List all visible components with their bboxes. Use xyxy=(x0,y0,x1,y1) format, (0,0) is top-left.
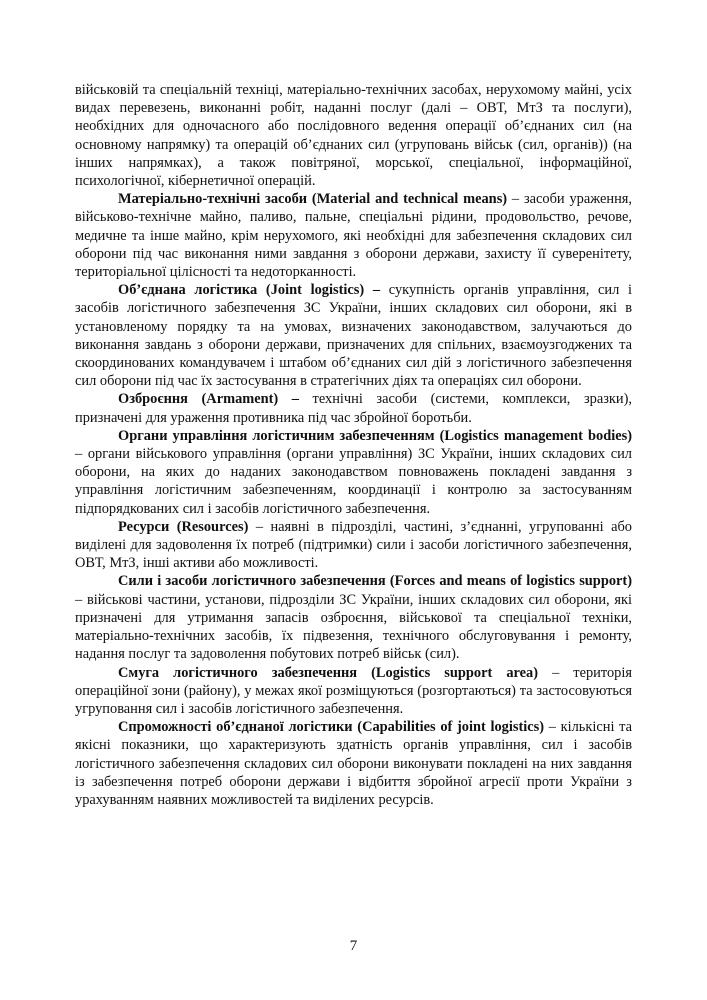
definition-logistics-support-area xyxy=(75,664,632,719)
definition-text: сукупність органів управління, сил і засобів логістичного забезпечення ЗС України, інших складових сил оборони, які в установленому порядку та на умовах, визначених законодавством, залучаються до виконання завдань з оборони держави, призначених для спільних, взаємоузгоджених та скоординованих командувачем і штабом об’єднаних сил дій з логістичного забезпечення сил оборони під час їх застосування в стратегічних діях та операціях сил оборони. xyxy=(75,282,632,390)
definition-text: технічні засоби (системи, комплекси, зразки), призначені для ураження противника під час збройної боротьби. xyxy=(75,391,632,426)
definition-term: Сили і засоби логістичного забезпечення (Forces and means of logistics support) xyxy=(118,573,632,590)
definition-material-technical-means xyxy=(75,190,632,281)
definition-text: – наявні в підрозділі, частині, з’єднанні, угрупованні або виділені для задоволення їх потреб (підтримки) сили і засоби логістичного забезпечення, ОВТ, МтЗ, інші активи або можливості. xyxy=(75,518,632,572)
definition-text: – військові частини, установи, підрозділи ЗС України, інших складових сил оборони, які призначені для утримання запасів озброєння, військової та спеціальної техніки, матеріально-технічних засобів, їх підвезення, технічного обслуговування і ремонту, надання послуг та задоволення побутових потреб військ (сил). xyxy=(75,591,632,663)
definition-joint-logistics xyxy=(75,281,632,390)
definition-text: – кількісні та якісні показники, що характеризують здатність органів управління, сил і засобів логістичного забезпечення складових сил оборони виконувати покладені на них завдання із забезпечення потреб оборони держави і відбиття збройної агресії проти України з урахуванням наявних можливостей та виділених ресурсів. xyxy=(75,719,632,808)
definition-term: Органи управління логістичним забезпеченням (Logistics management bodies) xyxy=(118,427,632,444)
definition-text: – засоби ураження, військово-технічне майно, паливо, пальне, спеціальні рідини, продовольство, речове, медичне та інше майно, крім нерухомого, які необхідні для забезпечення складових сил оборони під час виконання ними завдання з оборони держави, захисту її суверенітету, територіальної цілісності та недоторканності. xyxy=(75,191,633,281)
definition-term: Спроможності об’єднаної логістики (Capabilities of joint logistics) xyxy=(118,719,545,736)
paragraph-text: військовій та спеціальній техніці, матеріально-технічних засобах, нерухомому майні, усіх видах перевезень, виконанні робіт, наданні послуг (далі – ОВТ, МтЗ та послуги), необхідних для одночасного або послідовного ведення операції об’єднаних сил (на основному напрямку) та операцій об’єднаних сил (угруповань військ (сил, органів)) (на інших напрямках), а також повітряної, морської, спеціальної, інформаційної, психологічної, кібернетичної операцій. xyxy=(75,82,632,190)
page-number: 7 xyxy=(349,938,358,954)
paragraph-continuation xyxy=(75,81,632,190)
definition-term: Матеріально-технічні засоби (Material and technical means) xyxy=(118,191,508,208)
definition-text: – територія операційної зони (району), у межах якої розміщуються (розгортаються) та застосовуються угруповання сил і засобів логістичного забезпечення. xyxy=(75,664,632,717)
definition-term: Смуга логістичного забезпечення (Logistics support area) xyxy=(118,664,539,681)
definition-armament xyxy=(75,390,632,426)
definition-term: Об’єднана логістика (Joint logistics) – xyxy=(118,282,381,299)
definition-resources xyxy=(75,518,632,573)
document-body xyxy=(75,81,632,809)
definition-term: Ресурси (Resources) xyxy=(118,518,249,535)
definition-forces-and-means xyxy=(75,572,632,663)
definition-capabilities-joint-logistics xyxy=(75,718,632,809)
definition-term: Озброєння (Armament) – xyxy=(118,391,299,408)
definition-text: – органи військового управління (органи управління) ЗС України, інших складових сил оборони, на яких до наданих законодавством повноважень покладені завдання з управління логістичним забезпеченням, координації і контролю за застосуванням підпорядкованих сил і засобів логістичного забезпечення. xyxy=(75,446,632,517)
definition-logistics-management-bodies xyxy=(75,427,632,518)
